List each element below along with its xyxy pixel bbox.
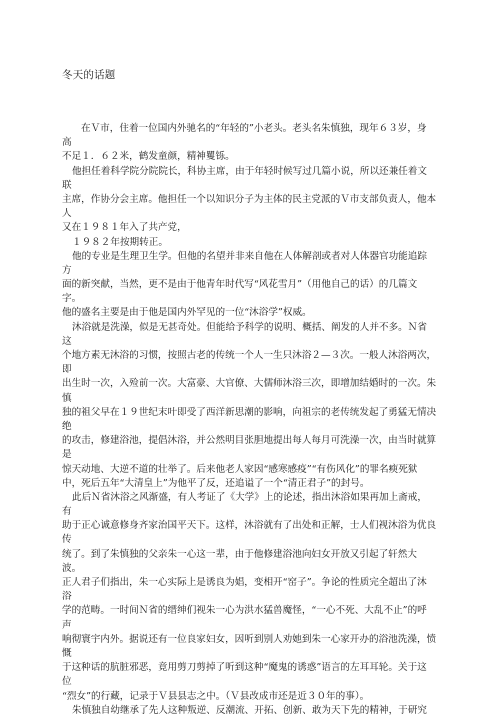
text-line: 声 bbox=[62, 619, 72, 631]
text-line: 沐浴就是洗澡，似是无甚奇处。但能给予科学的说明、概括、阐发的人并不多。Ｎ省 bbox=[72, 321, 427, 333]
text-line: 在Ｖ市，住着一位国内外驰名的“年轻的”小老头。老头名朱慎独，现年６３岁，身 bbox=[81, 123, 427, 134]
document-title: 冬天的话题 bbox=[62, 69, 116, 81]
text-line: 助于正心诚意修身齐家治国平天下。这样，沐浴就有了出处和正解，士人们视沐浴为优良 bbox=[62, 520, 437, 532]
text-line: 字。 bbox=[62, 293, 82, 305]
text-line: 朱慎独自幼继承了先人这种叛逆、反潮流、开拓、创新、敢为天下先的精神，于研究 bbox=[72, 704, 427, 716]
text-line: 惊天动地、大逆不道的壮举了。后来他老人家因“感寒感疫”“有伤风化”的罪名瘐死狱 bbox=[62, 463, 418, 475]
text-line: 慎 bbox=[62, 392, 72, 404]
text-line: 高 bbox=[62, 137, 72, 149]
text-line: 位 bbox=[62, 676, 72, 688]
text-line: 独的祖父早在１９世纪末叶即受了西洋新思潮的影响，向祖宗的老传统发起了勇猛无情决 bbox=[62, 406, 437, 418]
document-body bbox=[62, 122, 482, 718]
text-line: 正人君子们指出，朱一心实际上是诱良为娼，变相开“窑子”。争论的性质完全超出了沐 bbox=[62, 577, 427, 588]
text-line: 方 bbox=[62, 264, 72, 276]
text-line: 波。 bbox=[62, 562, 82, 574]
text-line: 不足１．６２米，鹤发童颜，精神矍铄。 bbox=[62, 151, 235, 163]
text-line: “烈女”的行藏，记录于Ｖ县县志之中。（Ｖ县改成市还是近３０年的事）。 bbox=[62, 690, 370, 702]
text-line: 联 bbox=[62, 179, 72, 191]
text-line: 面的新突献，当然，更不是由于他青年时代写“风花雪月”（用他自己的话）的几篇文 bbox=[62, 279, 418, 291]
text-line: 响彻寰宇内外。据说还有一位良家妇女，因听到别人劝她到朱一心家开办的浴池洗澡，愤 bbox=[62, 633, 437, 645]
text-line: 慨 bbox=[62, 647, 72, 659]
text-line: 中，死后五年“大清皇上”为他平了反，还追谥了一个“清正君子”的封号。 bbox=[62, 477, 370, 489]
text-line: 他的盛名主要是由于他是国内外罕见的一位“沐浴学”权威。 bbox=[62, 307, 312, 319]
text-line: 即 bbox=[62, 364, 72, 376]
text-line: 出生时一次，入殓前一次。大富豪、大官僚、大儒师沐浴三次，即增加结婚时的一次。朱 bbox=[62, 378, 437, 390]
text-line: 绝 bbox=[62, 420, 72, 432]
text-line: 人 bbox=[62, 208, 72, 220]
text-line: 学的范畴。一时间Ｎ省的缙绅们视朱一心为洪水猛兽魔怪，“一心不死、大乱不止”的呼 bbox=[62, 605, 427, 617]
text-line: 有 bbox=[62, 506, 72, 518]
text-line: 统了。到了朱慎独的父亲朱一心这一辈，由于他修建浴池向妇女开放又引起了轩然大 bbox=[62, 548, 417, 560]
text-line: 又在１９８１年入了共产党， bbox=[62, 222, 187, 234]
text-line: 这 bbox=[62, 335, 72, 347]
text-line: 他担任着科学院分院院长，科协主席，由于年轻时候写过几篇小说，所以还兼任着文 bbox=[72, 165, 427, 177]
text-line: 个地方素无沐浴的习惯，按照古老的传统一个人一生只沐浴２—３次。一般人沐浴两次， bbox=[62, 350, 437, 361]
text-line: 是 bbox=[62, 449, 72, 461]
text-line: 于这种话的肮脏邪恶，竟用剪刀剪掉了听到这种“魔鬼的诱惑”语言的左耳耳轮。关于这 bbox=[62, 662, 427, 674]
text-line: １９８２年按期转正。 bbox=[72, 236, 168, 248]
text-line: 此后Ｎ省沐浴之风渐盛，有人考证了《大学》上的论述，指出沐浴如果再加上斋戒， bbox=[72, 491, 427, 503]
text-line: 主席，作协分会主席。他担任一个以知识分子为主体的民主党派的Ｖ市支部负责人，他本 bbox=[62, 193, 437, 205]
text-line: 浴 bbox=[62, 591, 72, 603]
text-line: 传 bbox=[62, 534, 72, 546]
text-line: 他的专业是生理卫生学。但他的名望并非来自他在人体解剖或者对人体器官功能追踪 bbox=[72, 250, 427, 262]
text-line: 的攻击，修建浴池，提倡沐浴，并公然明目张胆地提出每人每月可洗澡一次，由当时就算 bbox=[62, 435, 437, 447]
